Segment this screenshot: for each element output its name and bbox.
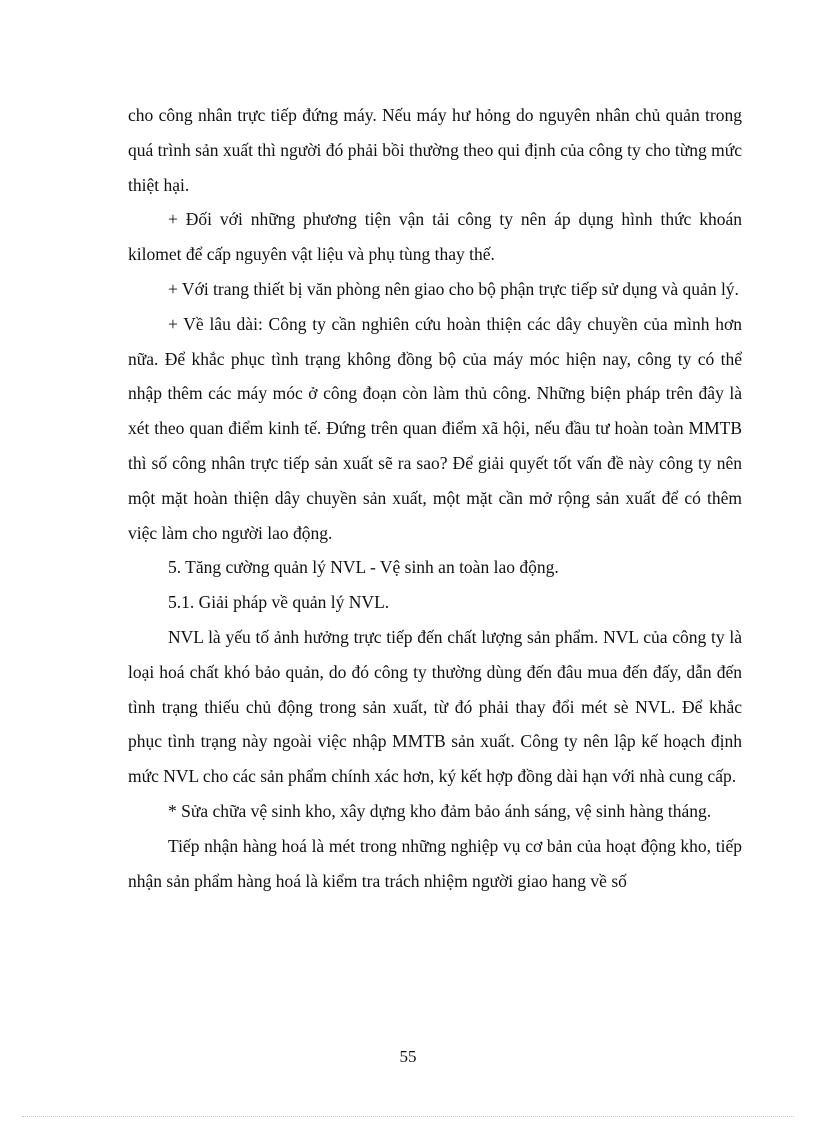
page-number: 55 <box>399 1047 417 1066</box>
paragraph-7: NVL là yếu tố ảnh hưởng trực tiếp đến chất lượng sản phẩm. NVL của công ty là loại hoá chất khó bảo quản, do đó công ty thường dùng đến đâu mua đến đấy, dẫn đến tình trạng thiếu chủ động trong sản xuất, từ đó phải thay đổi mét sè NVL. Để khắc phục tình trạng này ngoài việc nhập MMTB sản xuất. Công ty nên lập kế hoạch định mức NVL cho các sản phẩm chính xác hơn, ký kết hợp đồng dài hạn với nhà cung cấp. <box>128 626 742 787</box>
paragraph-4: + Về lâu dài: Công ty cần nghiên cứu hoàn thiện các dây chuyền của mình hơn nữa. Để khắc phục tình trạng không đồng bộ của máy móc hiện nay, công ty có thể nhập thêm các máy móc ở công đoạn còn làm thủ công. Những biện pháp trên đây là xét theo quan điểm kinh tế. Đứng trên quan điểm xã hội, nếu đầu tư hoàn toàn MMTB thì số công nhân trực tiếp sản xuất sẽ ra sao? Để giải quyết tốt vấn đề này công ty nên một mặt hoàn thiện dây chuyền sản xuất, một mặt cần mở rộng sản xuất để có thêm việc làm cho người lao động. <box>128 313 742 543</box>
paragraph-2: + Đối với những phương tiện vận tải công ty nên áp dụng hình thức khoán kilomet để cấp nguyên vật liệu và phụ tùng thay thế. <box>128 209 742 265</box>
section-heading-5: 5. Tăng cường quản lý NVL - Vệ sinh an toàn lao động. <box>168 557 559 578</box>
page-bottom-divider <box>22 1116 794 1117</box>
paragraph-3: + Với trang thiết bị văn phòng nên giao cho bộ phận trực tiếp sử dụng và quản lý. <box>168 278 739 299</box>
paragraph-8: * Sửa chữa vệ sinh kho, xây dựng kho đảm bảo ánh sáng, vệ sinh hàng tháng. <box>168 800 712 821</box>
subsection-heading-5-1: 5.1. Giải pháp về quản lý NVL. <box>168 592 390 613</box>
paragraph-1: cho công nhân trực tiếp đứng máy. Nếu máy hư hỏng do nguyên nhân chủ quản trong quá trình sản xuất thì người đó phải bồi thường theo qui định của công ty cho từng mức thiệt hại. <box>128 105 742 195</box>
body-text <box>128 98 742 898</box>
paragraph-9: Tiếp nhận hàng hoá là mét trong những nghiệp vụ cơ bản của hoạt động kho, tiếp nhận sản phẩm hàng hoá là kiểm tra trách nhiệm người giao hang về số <box>128 835 742 891</box>
